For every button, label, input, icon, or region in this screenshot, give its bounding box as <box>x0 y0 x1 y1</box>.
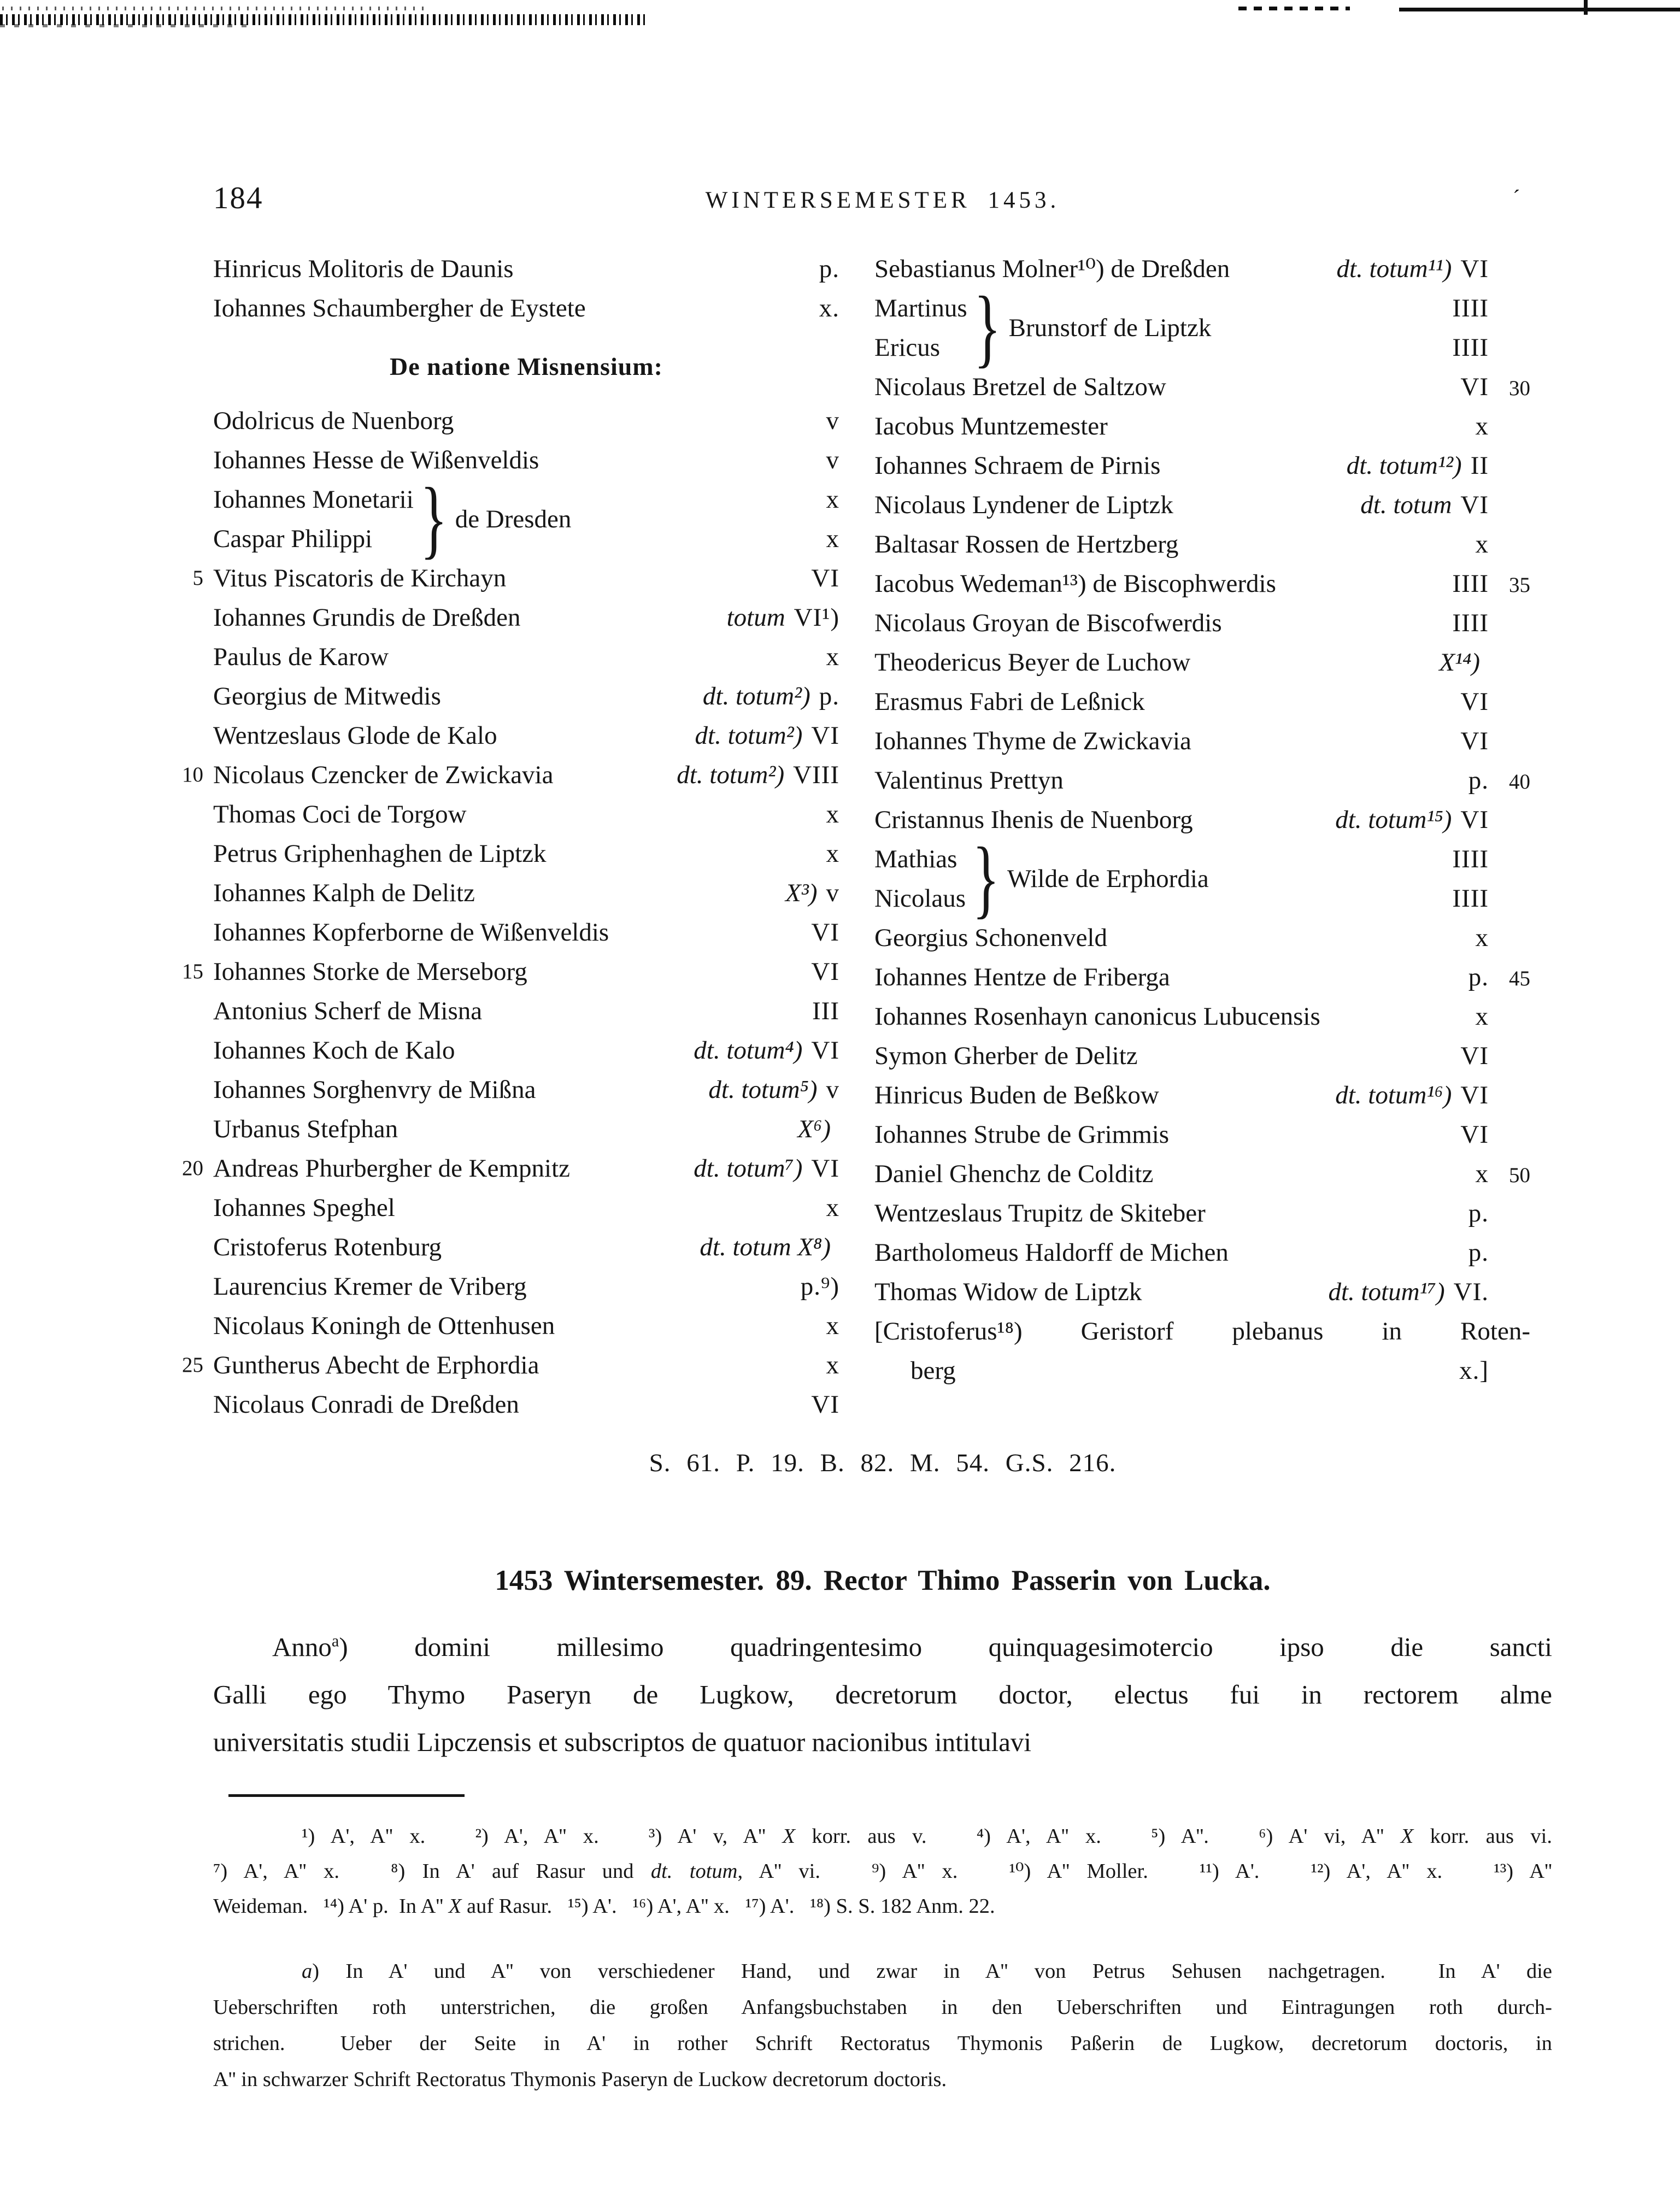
entry-mark: p. <box>1468 963 1489 991</box>
entry-name: Nicolaus <box>874 884 966 913</box>
entry-mark: x <box>826 643 839 671</box>
entry-mark: x <box>826 485 839 514</box>
entry-mark: VI <box>811 721 839 750</box>
entry-group <box>874 830 1530 927</box>
register-entry <box>213 1188 839 1227</box>
register-entry <box>182 952 839 991</box>
entry-name: Nicolaus Czencker de Zwickavia <box>213 761 554 789</box>
entry-mark: x <box>1475 530 1489 559</box>
entry-name: Iohannes Rosenhayn canonicus Lubucensis <box>874 1002 1320 1031</box>
entry-mark: x <box>826 839 839 868</box>
entry-mark: v <box>826 407 839 435</box>
group-names <box>874 839 966 918</box>
entry-mark: VI <box>1460 373 1489 401</box>
register-entry <box>874 1233 1530 1272</box>
entry-name: Sebastianus Molner¹⁰) de Dreßden <box>874 255 1230 283</box>
register-entry <box>213 401 839 440</box>
entry-mark: x <box>1475 1002 1489 1031</box>
entry-mark: p.⁹) <box>800 1272 839 1301</box>
entry-name: Petrus Griphenhaghen de Liptzk <box>213 839 547 868</box>
two-line-entry <box>874 1312 1530 1390</box>
entry-payment-note: dt. totum²) <box>695 721 803 750</box>
register-entry <box>874 1272 1530 1312</box>
group-surname: Brunstorf de Liptzk <box>1008 314 1212 342</box>
entry-mark: VI¹) <box>794 603 839 632</box>
entry-mark: p. <box>1468 1199 1489 1227</box>
entry-name: Nicolaus Bretzel de Saltzow <box>874 373 1166 401</box>
register-entry <box>213 795 839 834</box>
footnote-a-line: strichen. Ueber der Seite in A' in rother Schrift Rectoratus Thymonis Paßerin de Lugkow, decretorum doctoris, in <box>213 2032 1552 2055</box>
register-entry <box>182 755 839 795</box>
entry-name: Cristoferus Rotenburg <box>213 1233 442 1261</box>
entry-name: Paulus de Karow <box>213 643 389 671</box>
rector-paragraph <box>213 1623 1552 1766</box>
entry-mark: x <box>1475 924 1489 952</box>
footnote-a-line: A'' in schwarzer Schrift Rectoratus Thymonis Paseryn de Luckow decretorum doctoris. <box>213 2068 947 2091</box>
register-entry <box>874 761 1530 800</box>
group-marks <box>1452 839 1489 918</box>
register-entry <box>213 834 839 873</box>
entry-mark: x <box>826 1312 839 1340</box>
scan-artifact: ˊ <box>1513 185 1520 210</box>
entry-mark: p. <box>819 255 839 283</box>
footnote-a-line: Ueberschriften roth unterstrichen, die großen Anfangsbuchstaben in den Ueberschriften und Eintragungen roth durch- <box>213 1996 1552 2019</box>
entry-mark: IIII <box>1452 294 1489 322</box>
entry-payment-note: dt. totum¹²) <box>1346 451 1462 480</box>
entry-name: Baltasar Rossen de Hertzberg <box>874 530 1179 559</box>
entry-mark: VI <box>811 918 839 947</box>
entry-name: Andreas Phurbergher de Kempnitz <box>213 1154 571 1183</box>
entry-payment-note: dt. totum⁵) <box>708 1076 818 1104</box>
register-entry <box>874 249 1530 289</box>
entry-mark: p. <box>1468 1238 1489 1267</box>
entry-name: Mathias <box>874 845 958 873</box>
register-entry <box>874 643 1530 682</box>
entry-name: Iohannes Hentze de Friberga <box>874 963 1170 991</box>
group-marks <box>826 480 840 559</box>
group-marks <box>1452 289 1489 367</box>
register-entry <box>874 485 1530 525</box>
register-entry <box>213 716 839 755</box>
entry-mark: VI <box>1460 688 1489 716</box>
entry-mark: IIII <box>1452 845 1489 873</box>
entry-group <box>874 279 1530 377</box>
entry-name: Nicolaus Groyan de Biscofwerdis <box>874 609 1222 637</box>
entry-payment-note: dt. totum²) <box>677 761 785 789</box>
entry-name: Antonius Scherf de Misna <box>213 997 483 1025</box>
entry-mark: VI <box>1460 1042 1489 1070</box>
group-names <box>874 289 967 367</box>
register-entry <box>213 1070 839 1109</box>
entry-count-number: 35 <box>1509 573 1530 597</box>
entry-count-number: 20 <box>182 1156 203 1180</box>
page-number: 184 <box>213 181 263 215</box>
entry-payment-note: X⁶) <box>797 1115 831 1143</box>
scan-artifact <box>1584 0 1588 15</box>
entry-name: Laurencius Kremer de Vriberg <box>213 1272 527 1301</box>
entry-mark: VI <box>811 957 839 986</box>
scan-artifact <box>1238 7 1350 10</box>
register-entry <box>213 677 839 716</box>
entry-mark: VI. <box>1453 1278 1489 1306</box>
entry-mark: v <box>826 1076 839 1104</box>
entry-count-number: 10 <box>182 763 203 786</box>
entry-payment-note: X³) <box>785 879 818 907</box>
entry-count-number: 25 <box>182 1353 203 1377</box>
entry-payment-note: dt. totum <box>1360 491 1452 519</box>
register-entry <box>213 1385 839 1424</box>
entry-name: Bartholomeus Haldorff de Michen <box>874 1238 1229 1267</box>
register-entry <box>213 873 839 913</box>
entry-name: Urbanus Stefphan <box>213 1115 398 1143</box>
entry-name: Erasmus Fabri de Leßnick <box>874 688 1145 716</box>
entry-name: Nicolaus Conradi de Dreßden <box>213 1390 519 1419</box>
nation-heading: De natione Misnensium: <box>390 352 663 380</box>
register-column-left <box>182 249 839 1424</box>
entry-mark: VI <box>1460 255 1489 283</box>
register-entry <box>213 1306 839 1346</box>
register-entry <box>192 559 839 598</box>
entry-name: [Cristoferus¹⁸) Geristorf plebanus in Roten- <box>874 1317 1530 1346</box>
register-entry <box>213 598 839 637</box>
register-entry <box>874 1154 1530 1194</box>
register-entry <box>874 721 1530 761</box>
register-entry <box>213 1267 839 1306</box>
entry-mark: VI <box>811 1390 839 1419</box>
register-entry <box>182 1346 839 1385</box>
entry-group <box>213 470 839 568</box>
entry-name: Iohannes Speghel <box>213 1194 395 1222</box>
entry-mark: III <box>812 997 839 1025</box>
running-title: WINTERSEMESTER 1453. <box>705 187 1060 213</box>
entry-line <box>874 1351 1530 1390</box>
entry-name: Daniel Ghenchz de Colditz <box>874 1160 1154 1188</box>
entry-name: Nicolaus Lyndener de Liptzk <box>874 491 1173 519</box>
entry-name: Iacobus Muntzemester <box>874 412 1108 440</box>
register-entry <box>874 407 1530 446</box>
entry-mark: VI <box>1460 1120 1489 1149</box>
footnote-letter <box>213 1953 1552 2098</box>
register-entry <box>874 603 1530 643</box>
entry-payment-note: X¹⁴) <box>1439 648 1480 677</box>
entry-mark: x <box>1475 1160 1489 1188</box>
scan-artifact <box>2 7 428 10</box>
entry-name: Iohannes Koch de Kalo <box>213 1036 455 1065</box>
register-entry <box>874 564 1530 603</box>
register-entry <box>213 249 839 289</box>
entry-mark: x <box>826 1351 839 1379</box>
entry-count-number: 30 <box>1509 377 1530 400</box>
paragraph-line: universitatis studii Lipczensis et subscriptos de quatuor nacionibus intitulavi <box>213 1727 1031 1757</box>
register-entry <box>874 525 1530 564</box>
entry-count-number: 15 <box>182 960 203 983</box>
register-entry <box>213 289 839 328</box>
entry-mark: p. <box>819 682 839 710</box>
entry-mark: IIII <box>1452 333 1489 362</box>
entry-mark: VI <box>811 1036 839 1065</box>
footnote-separator <box>228 1794 465 1797</box>
entry-mark: VI <box>1460 491 1489 519</box>
register-entry <box>213 637 839 677</box>
entry-payment-note: dt. totum²) <box>702 682 810 710</box>
entry-name: Guntherus Abecht de Erphordia <box>213 1351 539 1379</box>
entry-name: Iohannes Schaumbergher de Eystete <box>213 294 586 322</box>
scan-artifact <box>1399 8 1680 11</box>
entry-name: Theodericus Beyer de Luchow <box>874 648 1191 677</box>
entry-mark: IIII <box>1452 569 1489 598</box>
entry-name: Iohannes Strube de Grimmis <box>874 1120 1170 1149</box>
register-entry <box>182 1149 839 1188</box>
entry-mark: VI <box>811 564 839 592</box>
register-column-right <box>874 249 1530 1424</box>
register-entry <box>213 913 839 952</box>
entry-name: Iohannes Thyme de Zwickavia <box>874 727 1191 755</box>
paragraph-line: Galli ego Thymo Paseryn de Lugkow, decretorum doctor, electus fui in rectorem alme <box>213 1679 1552 1709</box>
entry-name: Thomas Coci de Torgow <box>213 800 467 829</box>
entry-count-number: 45 <box>1509 967 1530 990</box>
entry-count-number: 40 <box>1509 770 1530 794</box>
entry-name: Martinus <box>874 294 967 322</box>
entry-count-number: 5 <box>192 566 203 590</box>
entry-name: Caspar Philippi <box>213 525 373 553</box>
entry-payment-note: dt. totum¹¹) <box>1336 255 1452 283</box>
entry-mark: x.] <box>1459 1356 1489 1385</box>
footnote-a-line: a) In A' und A'' von verschiedener Hand, und zwar in A'' von Petrus Sehusen nachgetragen. In A' die <box>302 1960 1552 1983</box>
entry-name: Iohannes Monetarii <box>213 485 414 514</box>
register-columns <box>182 249 1552 1424</box>
entry-mark: VI <box>1460 1081 1489 1109</box>
entry-mark: v <box>826 446 839 474</box>
footnotes-numbered <box>213 1819 1552 1924</box>
entry-name: Iohannes Kopferborne de Wißenveldis <box>213 918 609 947</box>
register-entry <box>874 918 1530 957</box>
entry-payment-note: dt. totum¹⁵) <box>1335 806 1452 834</box>
entry-mark: II <box>1470 451 1489 480</box>
entry-name: Ericus <box>874 333 941 362</box>
entry-mark: x <box>826 1194 839 1222</box>
group-brace: } <box>972 830 1000 927</box>
entry-name: Hinricus Buden de Beßkow <box>874 1081 1159 1109</box>
register-entry <box>874 682 1530 721</box>
entry-payment-note: dt. totum⁷) <box>694 1154 803 1183</box>
register-entry <box>874 957 1530 997</box>
group-brace: } <box>973 279 1001 377</box>
entry-name: Iohannes Kalph de Delitz <box>213 879 475 907</box>
entry-name: Iohannes Schraem de Pirnis <box>874 451 1161 480</box>
register-entry <box>874 446 1530 485</box>
register-entry <box>874 997 1530 1036</box>
group-brace: } <box>420 470 448 568</box>
register-entry <box>213 440 839 480</box>
entry-payment-note: dt. totum⁴) <box>694 1036 803 1065</box>
entry-mark: x <box>826 800 839 829</box>
entry-name: Valentinus Prettyn <box>874 766 1064 795</box>
footnote-line: Weideman. ¹⁴) A' p. In A'' X auf Rasur. ¹⁵) A'. ¹⁶) A', A'' x. ¹⁷) A'. ¹⁸) S. S. 182 Anm. 22. <box>213 1895 995 1918</box>
entry-name: Thomas Widow de Liptzk <box>874 1278 1142 1306</box>
section-heading: 1453 Wintersemester. 89. Rector Thimo Passerin von Lucka. <box>495 1565 1271 1596</box>
entry-mark: p. <box>1468 766 1489 795</box>
entry-name: Georgius de Mitwedis <box>213 682 441 710</box>
entry-name: Georgius Schonenveld <box>874 924 1107 952</box>
register-entry <box>874 1076 1530 1115</box>
group-names <box>213 480 414 559</box>
entry-name: Vitus Piscatoris de Kirchayn <box>213 564 507 592</box>
entry-mark: x <box>1475 412 1489 440</box>
entry-mark: IIII <box>1452 884 1489 913</box>
entry-name: Cristannus Ihenis de Nuenborg <box>874 806 1193 834</box>
entry-payment-note: totum <box>726 603 785 632</box>
entry-name: berg <box>911 1356 956 1385</box>
register-entry <box>874 1036 1530 1076</box>
entry-name: Wentzeslaus Trupitz de Skiteber <box>874 1199 1206 1227</box>
entry-name: Odolricus de Nuenborg <box>213 407 454 435</box>
register-entry <box>213 1109 839 1149</box>
entry-name: Iohannes Hesse de Wißenveldis <box>213 446 539 474</box>
entry-name: Hinricus Molitoris de Daunis <box>213 255 514 283</box>
entry-name: Iacobus Wedeman¹³) de Biscophwerdis <box>874 569 1276 598</box>
entry-name: Nicolaus Koningh de Ottenhusen <box>213 1312 555 1340</box>
scan-artifact <box>0 14 645 25</box>
group-surname: Wilde de Erphordia <box>1007 865 1209 893</box>
entry-mark: VIII <box>793 761 839 789</box>
entry-mark: VI <box>1460 727 1489 755</box>
entry-mark: VI <box>1460 806 1489 834</box>
entry-name: Iohannes Sorghenvry de Mißna <box>213 1076 536 1104</box>
entry-mark: IIII <box>1452 609 1489 637</box>
entry-payment-note: dt. totum¹⁶) <box>1335 1081 1452 1109</box>
entry-mark: VI <box>811 1154 839 1183</box>
entry-mark: x <box>826 525 839 553</box>
entry-payment-note: dt. totum¹⁷) <box>1328 1278 1445 1306</box>
paragraph-line: Anno$^a$) domini millesimo quadringentesimo quinquagesimotercio ipso die sancti <box>272 1631 1552 1662</box>
entry-mark: v <box>826 879 839 907</box>
group-surname: de Dresden <box>455 505 572 533</box>
totals-line: S. 61. P. 19. B. 82. M. 54. G.S. 216. <box>649 1449 1117 1477</box>
register-entry <box>213 1227 839 1267</box>
entry-name: Symon Gherber de Delitz <box>874 1042 1138 1070</box>
footnote-line: ¹) A', A'' x. ²) A', A'' x. ³) A' v, A'' X korr. aus v. ⁴) A', A'' x. ⁵) A''. ⁶) A' vi, A'' X korr. aus vi. <box>302 1825 1552 1848</box>
entry-name: Iohannes Grundis de Dreßden <box>213 603 521 632</box>
register-entry <box>213 1031 839 1070</box>
entry-name: Wentzeslaus Glode de Kalo <box>213 721 497 750</box>
register-entry <box>213 991 839 1031</box>
scan-artifact <box>0 24 251 27</box>
register-entry <box>874 1115 1530 1154</box>
entry-name: Iohannes Storke de Merseborg <box>213 957 527 986</box>
entry-payment-note: dt. totum X⁸) <box>700 1233 831 1261</box>
register-entry <box>874 367 1530 407</box>
register-entry <box>874 1194 1530 1233</box>
entry-mark: x. <box>819 294 839 322</box>
page-header <box>213 180 1552 221</box>
footnote-line: ⁷) A', A'' x. ⁸) In A' auf Rasur und dt. totum, A'' vi. ⁹) A'' x. ¹⁰) A'' Moller. ¹¹) A'. ¹²) A', A'' x. ¹³) A'' <box>213 1860 1552 1883</box>
entry-count-number: 50 <box>1509 1164 1530 1187</box>
